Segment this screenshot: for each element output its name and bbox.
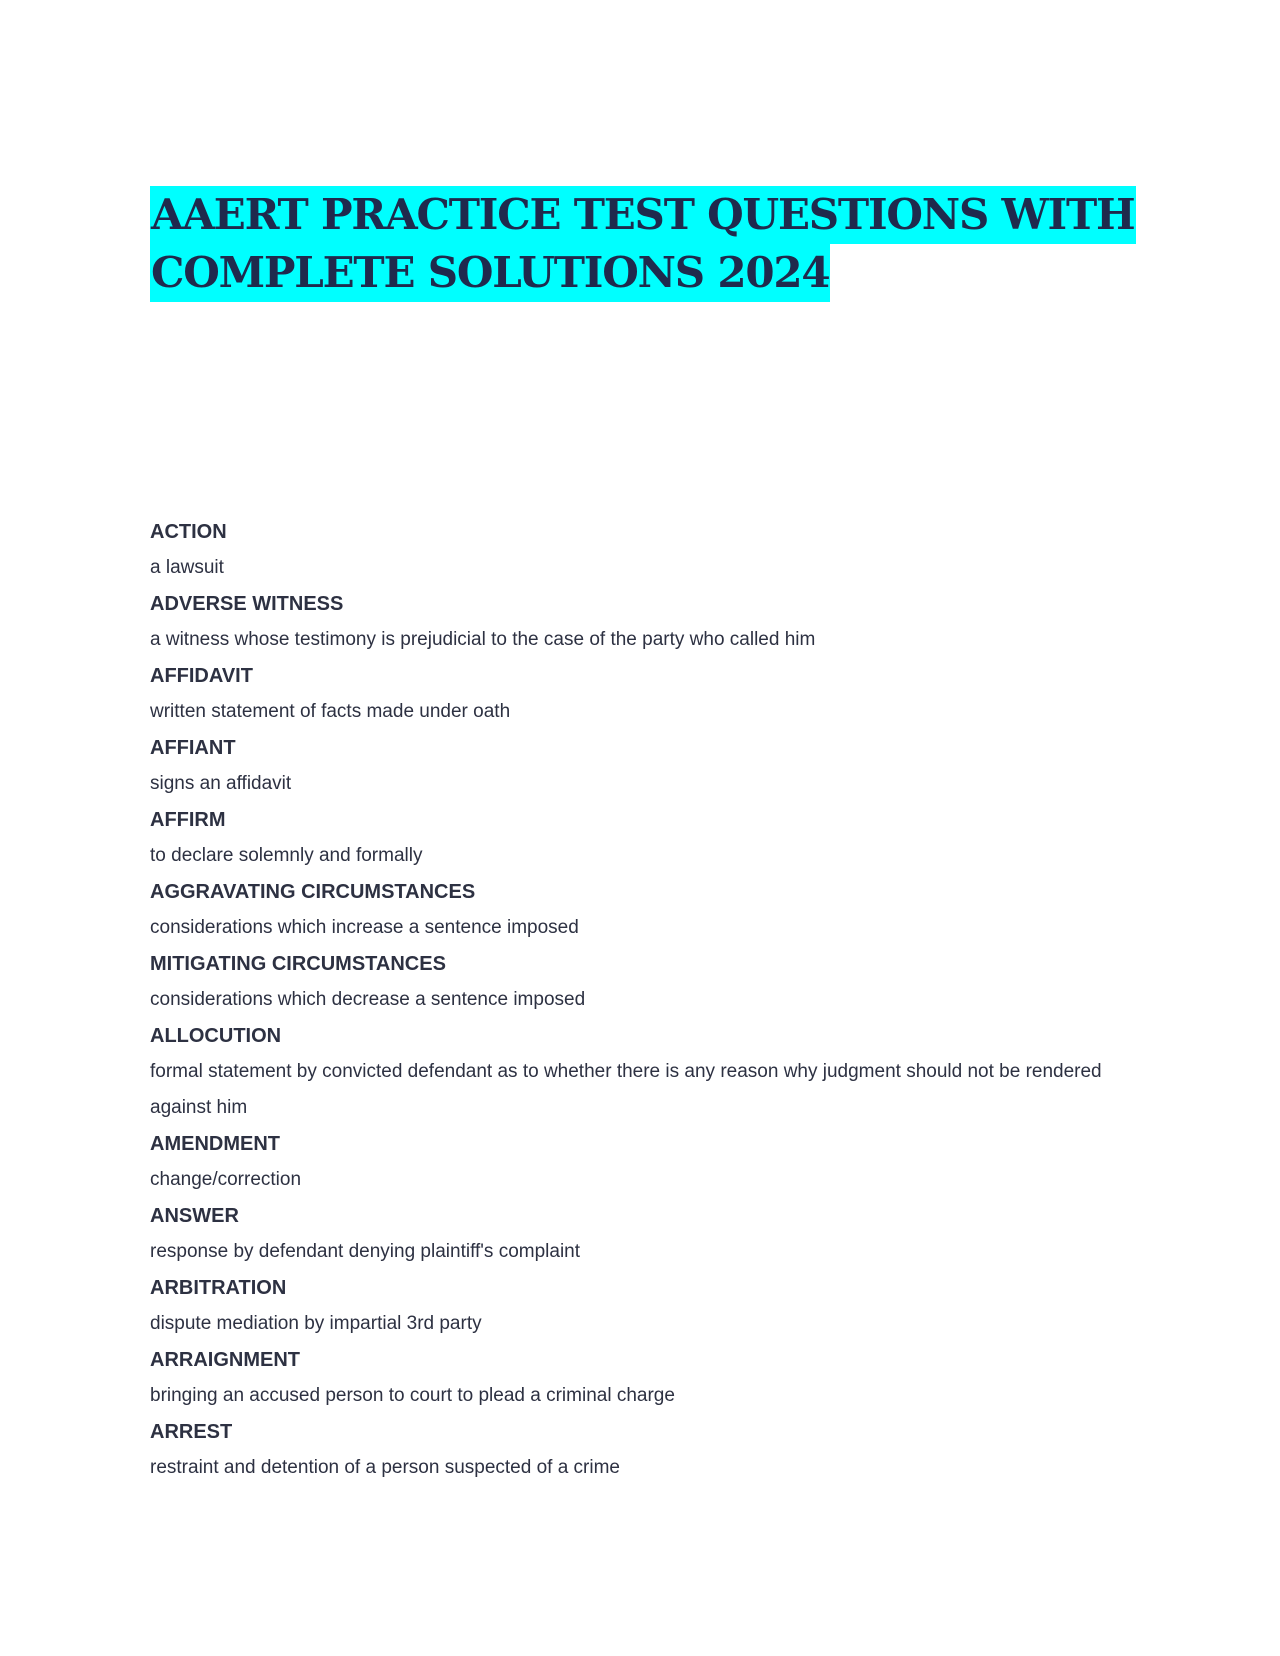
glossary-entry [150,1198,1130,1270]
glossary-entry [150,1018,1130,1126]
document-title [150,186,1150,302]
glossary-term: AFFIANT [150,737,236,759]
glossary-term: AFFIRM [150,809,226,831]
glossary-entry [150,586,1130,658]
title-line-2: COMPLETE SOLUTIONS 2024 [150,244,830,302]
glossary-entry [150,1126,1130,1198]
glossary-definition: written statement of facts made under oath [150,701,511,722]
glossary-entry [150,874,1130,946]
glossary-definition: change/correction [150,1169,302,1190]
glossary-definition: formal statement by convicted defendant as to whether there is any reason why judgment should not be rendered against him [150,1061,1102,1118]
glossary-term: ACTION [150,521,227,543]
glossary-definition: a lawsuit [150,557,224,578]
glossary-definition: dispute mediation by impartial 3rd party [150,1313,482,1334]
glossary-entry [150,730,1130,802]
glossary-entry [150,658,1130,730]
glossary-definition: considerations which decrease a sentence imposed [150,989,586,1010]
glossary-entry [150,1414,1130,1486]
glossary-list [150,514,1130,1486]
glossary-definition: to declare solemnly and formally [150,845,423,866]
glossary-entry [150,1342,1130,1414]
glossary-term: ARBITRATION [150,1277,287,1299]
glossary-entry [150,946,1130,1018]
glossary-definition: signs an affidavit [150,773,292,794]
glossary-term: ALLOCUTION [150,1025,282,1047]
glossary-definition: restraint and detention of a person suspected of a crime [150,1457,620,1478]
glossary-term: ANSWER [150,1205,239,1227]
glossary-term: AFFIDAVIT [150,665,253,687]
glossary-term: MITIGATING CIRCUMSTANCES [150,953,446,975]
glossary-definition: a witness whose testimony is prejudicial to the case of the party who called him [150,629,816,650]
glossary-definition: considerations which increase a sentence imposed [150,917,579,938]
glossary-term: AGGRAVATING CIRCUMSTANCES [150,881,476,903]
glossary-term: ARREST [150,1421,233,1443]
glossary-entry [150,514,1130,586]
glossary-term: ADVERSE WITNESS [150,593,344,615]
glossary-definition: bringing an accused person to court to plead a criminal charge [150,1385,675,1406]
glossary-entry [150,1270,1130,1342]
glossary-term: ARRAIGNMENT [150,1349,300,1371]
glossary-entry [150,802,1130,874]
glossary-definition: response by defendant denying plaintiff's complaint [150,1241,581,1262]
title-line-1: AAERT PRACTICE TEST QUESTIONS WITH [150,186,1136,244]
glossary-term: AMENDMENT [150,1133,280,1155]
